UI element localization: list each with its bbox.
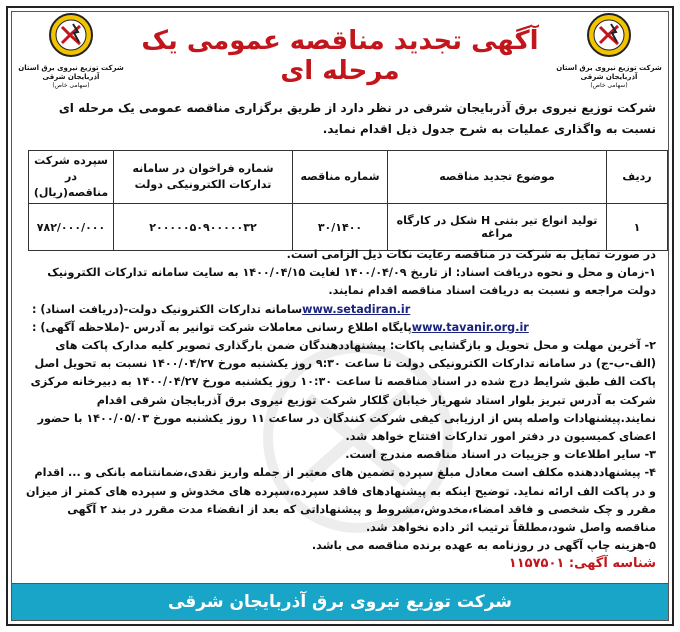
conditions-section [24, 246, 656, 574]
header-subject: موضوع تجدید مناقصه [388, 151, 607, 204]
logo-caption: شرکت توزیع نیروی برق استان آذربایجان شرقی [556, 64, 662, 81]
conditions-intro: در صورت تمایل به شرکت در مناقصه رعایت نکات ذیل الزامی است. [286, 248, 656, 261]
logo-subcaption: (سهامی خاص) [590, 82, 628, 89]
header-row-number: ردیف [607, 151, 668, 204]
tavanir-link[interactable]: www.tavanir.org.ir [411, 320, 529, 334]
condition-2: ۲- آخرین مهلت و محل تحویل و بازگشایی پاکات: پیشنهاددهندگان ضمن بارگذاری تصویر کلیه مدارک پاکت های (الف-ب-ج) در سامانه تدارکات الکترونیکی دولت تا ساعت ۹:۳۰ روز یکشنبه مورخ ۱۴۰۰/۰۴/۲۷ نسبت به تحویل اصل پاکت الف طبق شرایط درج شده در اسناد مناقصه تا ساعت ۱۰:۳۰ روز یکشنبه مورخ ۱۴۰۰/۰۴/۲۷ به دبیرخانه مرکزی شرکت به آدرس تبریز بلوار استاد شهریار خیابان گلکار شرکت توزیع نیروی برق آذربایجان شرقی اقدام نمایند.پیشنهادات واصله پس از ارزیابی کیفی شرکت کنندگان در ساعت ۱۱ روز یکشنبه مورخ ۱۴۰۰/۰۵/۰۳ با حضور اعضای کمیسیون در دفتر امور تدارکات افتتاح خواهد شد. [30, 339, 656, 444]
table-row [29, 204, 668, 251]
logo-caption: شرکت توزیع نیروی برق استان آذربایجان شرقی [18, 64, 124, 81]
page-title: آگهی تجدید مناقصه عمومی یک مرحله ای [141, 26, 539, 86]
advertisement-frame [6, 6, 674, 626]
tender-table [28, 150, 668, 251]
footer-company-name: شرکت توزیع نیروی برق آذربایجان شرقی [167, 592, 513, 612]
header-deposit: سپرده شرکت در مناقصه(ریال) [29, 151, 114, 204]
setad-line [24, 301, 656, 319]
header-setad-number: شماره فراخوان در سامانه تدارکات الکترونیکی دولت [114, 151, 293, 204]
tavanir-line [24, 319, 656, 337]
logo-left [12, 12, 130, 90]
tavanir-label: پایگاه اطلاع رسانی معاملات شرکت توانیر به آدرس -(ملاحظه آگهی) : [32, 320, 412, 334]
condition-1: ۱-زمان و محل و نحوه دریافت اسناد: از تاریخ ۱۴۰۰/۰۴/۰۹ لغایت ۱۴۰۰/۰۴/۱۵ به سایت سامانه تدارکات الکترونیک دولت مراجعه و نسبت به دریافت اسناد مناقصه اقدام نمایند. [47, 266, 656, 298]
logo-subcaption: (سهامی خاص) [52, 82, 90, 89]
condition-5: ۵-هزینه چاپ آگهی در روزنامه به عهده برنده مناقصه می باشد. [311, 539, 656, 553]
table-header-row [29, 151, 668, 204]
company-logo-icon [586, 12, 632, 58]
advertisement-header [8, 8, 672, 94]
condition-4: ۴- پیشنهاددهنده مکلف است معادل مبلغ سپرده تضمین های معتبر از جمله واریز نقدی،ضمانتنامه بانکی و ... اقدام و در پاکت الف ارائه نماید. توضیح اینکه به پیشنهادهای فاقد سپرده،سپرده های مخدوش و سپرده های کمتر از میزان مقرر و چک شخصی و فاقد امضاء،مخدوش،مشروط و پیشنهاداتی که بعد از انقضاء مدت مقرر در بند ۲ آگهی مناقصه واصل شود،مطلقاً ترتیب اثر داده نخواهد شد. [26, 466, 656, 535]
cell-setad-number: ۲۰۰۰۰۰۵۰۹۰۰۰۰۰۳۲ [114, 204, 293, 251]
setad-label: سامانه تدارکات الکترونیک دولت-(دریافت اسناد) : [32, 302, 303, 316]
intro-paragraph: شرکت توزیع نیروی برق آذربایجان شرقی در نظر دارد از طریق برگزاری مناقصه عمومی یک مرحله ای نسبت به واگذاری عملیات به شرح جدول ذیل اقدام نماید. [58, 101, 656, 136]
announcement-code: شناسه آگهی: ۱۱۵۷۵۰۱ [508, 556, 656, 572]
logo-right [550, 12, 668, 90]
cell-subject: تولید انواع تیر بتنی H شکل در کارگاه مراغه [388, 204, 607, 251]
condition-3: ۳- سایر اطلاعات و جزییات در اسناد مناقصه مندرج است. [345, 448, 656, 462]
header-tender-number: شماره مناقصه [293, 151, 388, 204]
setad-link[interactable]: www.setadiran.ir [302, 302, 411, 316]
footer-banner [12, 583, 668, 620]
cell-deposit: ۷۸۲/۰۰۰/۰۰۰ [29, 204, 114, 251]
company-logo-icon [48, 12, 94, 58]
cell-tender-number: ۳۰/۱۴۰۰ [293, 204, 388, 251]
cell-row-number: ۱ [607, 204, 668, 251]
